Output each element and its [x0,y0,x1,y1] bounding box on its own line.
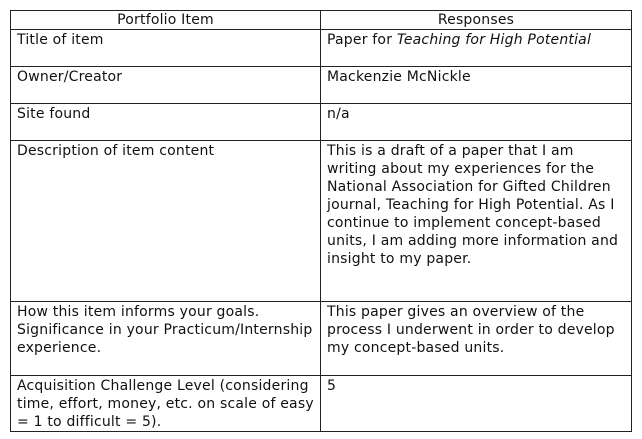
header-portfolio-item: Portfolio Item [11,11,321,30]
title-value [321,30,632,67]
description-label: Description of item content [11,141,321,302]
title-value-prefix: Paper for [327,32,397,48]
acquisition-label: Acquisition Challenge Level (considering time, effort, money, etc. on scale of easy = 1 to difficult = 5). [11,376,321,432]
description-value: This is a draft of a paper that I am writing about my experiences for the National Association for Gifted Children journal, Teaching for High Potential. As I continue to implement concept-based units, I am adding more information and insight to my paper. [321,141,632,302]
portfolio-table [10,10,632,432]
site-label: Site found [11,104,321,141]
title-value-italic: Teaching for High Potential [396,32,592,48]
title-label: Title of item [11,30,321,67]
table-row [11,302,632,376]
informs-value: This paper gives an overview of the process I underwent in order to develop my concept-based units. [321,302,632,376]
acquisition-value: 5 [321,376,632,432]
header-row [11,11,632,30]
header-responses: Responses [321,11,632,30]
table-row [11,67,632,104]
table-row [11,376,632,432]
informs-label: How this item informs your goals. Significance in your Practicum/Internship experience. [11,302,321,376]
site-value: n/a [321,104,632,141]
table-row [11,141,632,302]
owner-value: Mackenzie McNickle [321,67,632,104]
owner-label: Owner/Creator [11,67,321,104]
table-row [11,104,632,141]
table-row [11,30,632,67]
